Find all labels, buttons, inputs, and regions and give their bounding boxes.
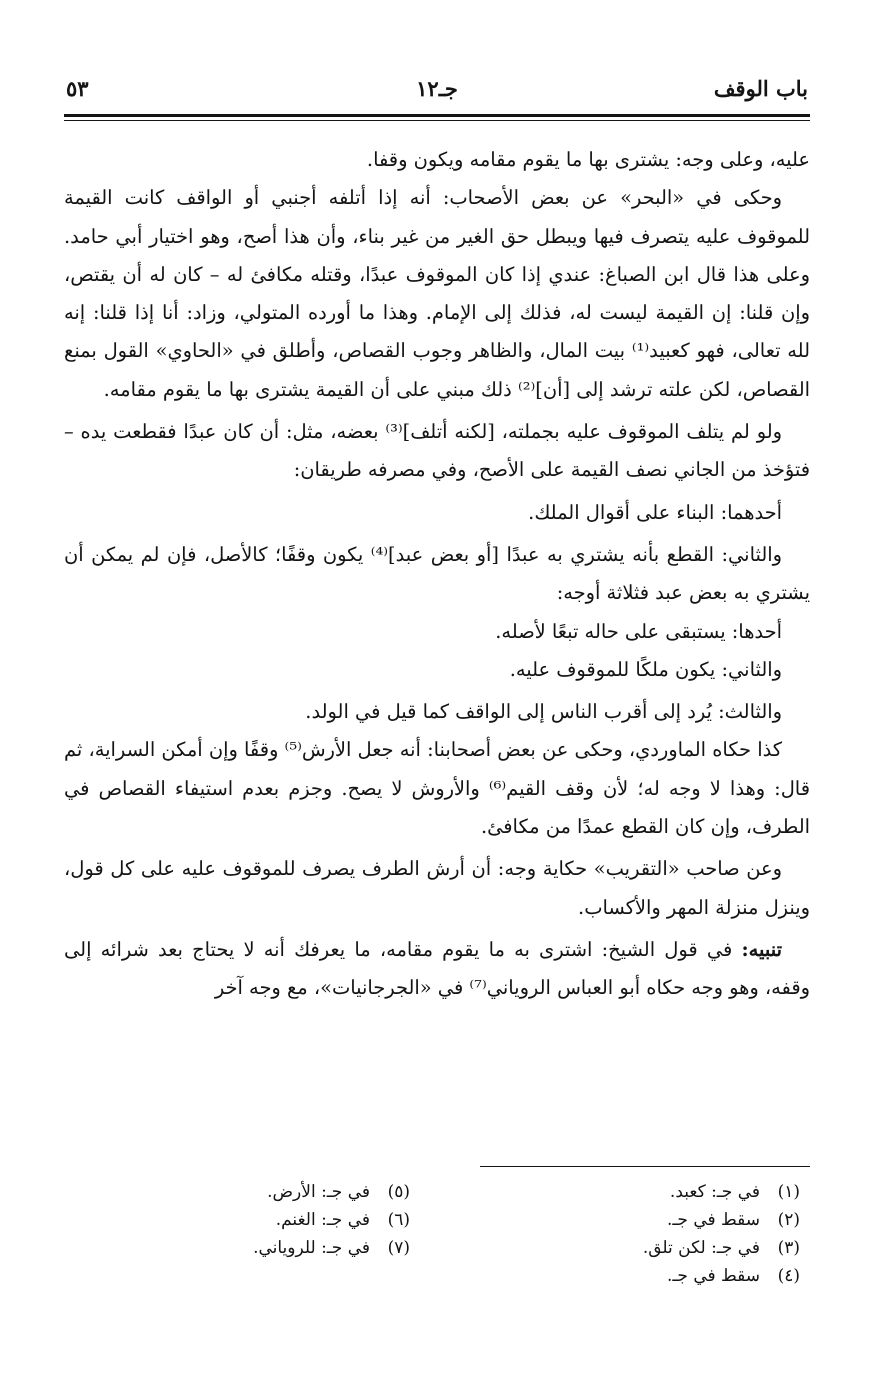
header-rule-thick bbox=[64, 114, 810, 117]
footnote-column-left bbox=[80, 1178, 410, 1262]
paragraph: والثاني: القطع بأنه يشتري به عبدًا [أو بعض عبد]⁽⁴⁾ يكون وقفًا؛ كالأصل، فإن لم يمكن أن يشتري به بعض عبد فثلاثة أوجه: bbox=[64, 542, 810, 605]
paragraph: أحدها: يستبقى على حاله تبعًا لأصله. bbox=[495, 619, 782, 643]
footnote-item bbox=[80, 1234, 410, 1262]
footnote-text: في جـ: الأرض. bbox=[267, 1182, 370, 1202]
header-rule-thin bbox=[64, 120, 810, 121]
footnote-text: في جـ: للروياني. bbox=[253, 1238, 370, 1258]
footnote-item bbox=[470, 1262, 800, 1290]
footnote-number: (٢) bbox=[777, 1210, 800, 1230]
footnote-item bbox=[470, 1178, 800, 1206]
paragraph: والثاني: يكون ملكًا للموقوف عليه. bbox=[509, 657, 782, 681]
paragraph: عليه، وعلى وجه: يشترى بها ما يقوم مقامه ويكون وقفا. bbox=[366, 148, 810, 171]
paragraph: والثالث: يُرد إلى أقرب الناس إلى الواقف كما قيل في الولد. bbox=[305, 700, 782, 724]
chapter-title: باب الوقف bbox=[713, 76, 808, 101]
footnote-text: سقط في جـ. bbox=[667, 1266, 760, 1286]
paragraph: أحدهما: البناء على أقوال الملك. bbox=[528, 500, 782, 524]
note-text: في قول الشيخ: اشترى به ما يقوم مقامه، ما يعرفك أنه لا يحتاج بعد شرائه إلى وقفه، وهو وجه حكاه أبو العباس الروياني⁽⁷⁾ في «الجرجانيات»، مع وجه آخر bbox=[64, 937, 810, 1000]
footnote-text: في جـ: الغنم. bbox=[275, 1210, 370, 1230]
footnote-text: في جـ: كعبد. bbox=[669, 1182, 760, 1202]
footnote-number: (١) bbox=[777, 1182, 800, 1202]
paragraph: كذا حكاه الماوردي، وحكى عن بعض أصحابنا: أنه جعل الأرش⁽⁵⁾ وقفًا وإن أمكن السراية، ثم قال: وهذا لا وجه له؛ لأن وقف القيم⁽⁶⁾ والأروش لا يصح. وجزم بعدم استيفاء القصاص في الطرف، وإن كان القطع عمدًا من مكافئ. bbox=[64, 738, 810, 839]
footnote-number: (٤) bbox=[777, 1266, 800, 1286]
footnote-separator bbox=[480, 1166, 810, 1167]
paragraph: وحكى في «البحر» عن بعض الأصحاب: أنه إذا أتلفه أجنبي أو الواقف كانت القيمة للموقوف عليه يتصرف فيها ويبطل حق الغير من غير بناء، وأن هذا أصح، وهو اختيار أبي حامد. وعلى هذا قال ابن الصباغ: عندي إذا كان الموقوف عبدًا، وقتله مكافئ له – كان له أن يقتص، وإن قلنا: إن القيمة ليست له، فذلك إلى الإمام. وهذا ما أورده المتولي، وزاد: أنا إذا قلنا: إنه لله تعالى، فهو كعبيد⁽¹⁾ بيت المال، والظاهر وجوب القصاص، وأطلق في «الحاوي» القول بمنع القصاص، لكن علته ترشد إلى [أن]⁽²⁾ ذلك مبني على أن القيمة يشترى بها ما يقوم مقامه. bbox=[64, 186, 810, 401]
footnote-number: (٣) bbox=[777, 1238, 800, 1258]
main-text bbox=[64, 141, 810, 1008]
page-number: ٥٣ bbox=[66, 76, 89, 101]
paragraph: وعن صاحب «التقريب» حكاية وجه: أن أرش الطرف يصرف للموقوف عليه على كل قول، وينزل منزلة المهر والأكساب. bbox=[64, 857, 810, 919]
footnote-item bbox=[80, 1178, 410, 1206]
paragraph: ولو لم يتلف الموقوف عليه بجملته، [لكنه أتلف]⁽³⁾ بعضه، مثل: أن كان عبدًا فقطعت يده – فتؤخذ من الجاني نصف القيمة على الأصح، وفي مصرفه طريقان: bbox=[64, 420, 810, 482]
note-paragraph bbox=[64, 931, 810, 1008]
book-page bbox=[64, 66, 810, 1316]
footnote-number: (٧) bbox=[387, 1238, 410, 1258]
footnote-number: (٥) bbox=[387, 1182, 410, 1202]
footnote-item bbox=[470, 1234, 800, 1262]
footnote-item bbox=[80, 1206, 410, 1234]
footnote-number: (٦) bbox=[387, 1210, 410, 1230]
running-header bbox=[64, 66, 810, 112]
note-lead: تنبيه: bbox=[741, 937, 782, 961]
footnote-text: في جـ: لكن تلق. bbox=[642, 1238, 760, 1258]
footnote-item bbox=[470, 1206, 800, 1234]
footnote-text: سقط في جـ. bbox=[667, 1210, 760, 1230]
volume-label: جـ١٢ bbox=[416, 76, 458, 101]
footnote-column-right bbox=[470, 1178, 800, 1290]
